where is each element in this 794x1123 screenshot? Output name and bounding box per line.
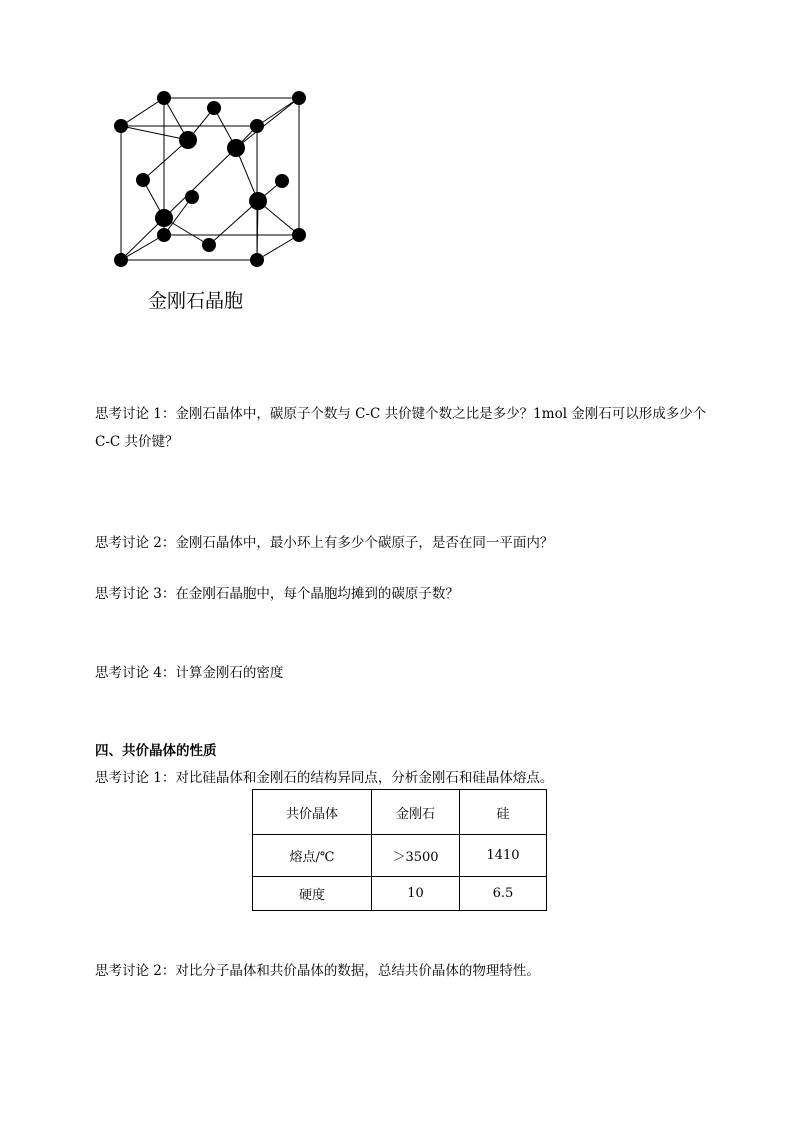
table-header-cell: 共价晶体 [253,790,372,835]
carbon-atom [114,253,128,267]
table-cell: 6.5 [460,877,547,911]
carbon-atom [275,174,289,188]
carbon-atom [155,209,173,227]
question-3: 思考讨论 3：在金刚石晶胞中，每个晶胞均摊到的碳原子数？ [95,586,459,602]
table-header-cell: 金刚石 [372,790,460,835]
table-row [253,877,547,911]
carbon-atom [114,119,128,133]
table-cell: 熔点/℃ [253,835,372,877]
question-1: 思考讨论 1：金刚石晶体中，碳原子个数与 C-C 共价键个数之比是多少？1mol 金刚石可以形成多少个 C-C 共价键？ [95,406,707,450]
properties-table [252,789,547,911]
carbon-atom [202,238,216,252]
carbon-atoms [114,91,306,267]
question-2: 思考讨论 2：金刚石晶体中，最小环上有多少个碳原子，是否在同一平面内？ [95,535,554,551]
carbon-atom [250,119,264,133]
carbon-atom [292,228,306,242]
table-header-row [253,790,547,835]
section-heading: 四、共价晶体的性质 [95,743,217,759]
table-cell: 硬度 [253,877,372,911]
figure-caption: 金刚石晶胞 [148,290,244,312]
carbon-atom [136,173,150,187]
section4-question-2: 思考讨论 2：对比分子晶体和共价晶体的数据，总结共价晶体的物理特性。 [95,963,540,979]
carbon-atom [292,91,306,105]
carbon-atom [157,91,171,105]
table-row [253,835,547,877]
carbon-atom [207,101,221,115]
diamond-unit-cell-diagram [105,85,320,275]
carbon-atom [179,131,197,149]
section4-question-1: 思考讨论 1：对比硅晶体和金刚石的结构异同点，分析金刚石和硅晶体熔点。 [95,770,554,786]
carbon-atom [185,190,199,204]
question-4: 思考讨论 4：计算金刚石的密度 [95,665,284,681]
table-cell: 10 [372,877,460,911]
carbon-atom [250,253,264,267]
table-header-cell: 硅 [460,790,547,835]
carbon-atom [157,228,171,242]
carbon-atom [227,139,245,157]
carbon-atom [249,192,267,210]
table-cell: ＞3500 [372,835,460,877]
table-cell: 1410 [460,835,547,877]
